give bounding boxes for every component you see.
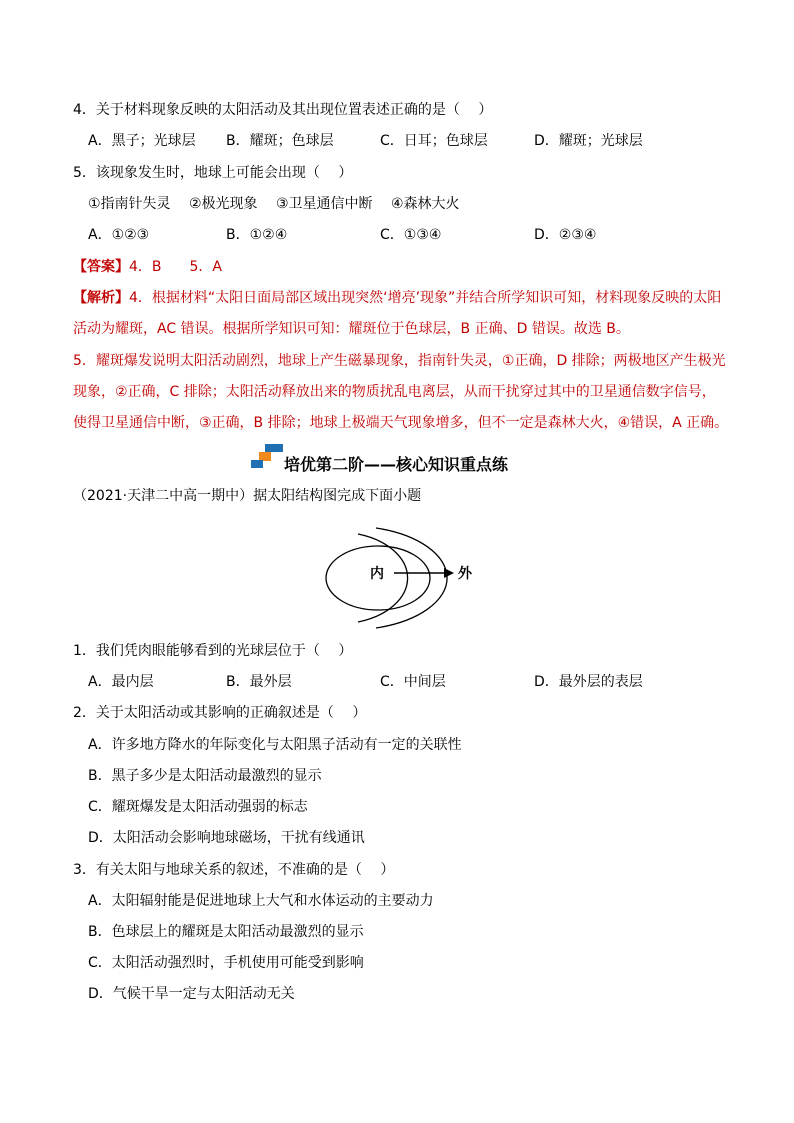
p2-q1-option-b: B．最外层 [226,674,292,690]
q5-option-d: D．②③④ [534,227,597,243]
q5-items: ①指南针失灵 ②极光现象 ③卫星通信中断 ④森林大火 [88,196,460,212]
p2-q1-stem: 1．我们凭肉眼能够看到的光球层位于（ ） [73,643,353,659]
p2-q2-option-a: A．许多地方降水的年际变化与太阳黑子活动有一定的关联性 [88,737,462,753]
p2-q3-option-b: B．色球层上的耀斑是太阳活动最激烈的显示 [88,924,364,940]
analysis-line-5: 使得卫星通信中断，③正确，B 排除；地球上极端天气现象增多，但不一定是森林大火，④错误，A 正确。 [73,415,729,431]
diagram-inner-label: 内 [370,566,384,582]
q5-stem: 5．该现象发生时，地球上可能会出现（ ） [73,165,353,181]
section-decoration-icon [251,444,285,470]
answer-text: 4．B 5．A [129,259,222,275]
p2-q1-option-c: C．中间层 [380,674,446,690]
analysis-line-3: 5．耀斑爆发说明太阳活动剧烈，地球上产生磁暴现象，指南针失灵，①正确，D 排除；两极地区产生极光 [73,353,726,369]
p2-q3-stem: 3．有关太阳与地球关系的叙述，不准确的是（ ） [73,862,395,878]
arrow-head-icon [444,568,454,578]
analysis-text-1: 4．根据材料“太阳日面局部区域出现突然‘增亮’现象”并结合所学知识可知，材料现象反映的太阳 [129,290,722,306]
q4-option-c: C．日耳；色球层 [380,133,488,149]
q5-option-a: A．①②③ [88,227,150,243]
q5-option-b: B．①②④ [226,227,288,243]
p2-q3-option-a: A．太阳辐射能是促进地球上大气和水体运动的主要动力 [88,893,434,909]
analysis-line-2: 活动为耀斑，AC 错误。根据所学知识可知：耀斑位于色球层，B 正确、D 错误。故选 B。 [73,321,630,337]
sun-structure-diagram [318,526,488,630]
q4-option-d: D．耀斑；光球层 [534,133,643,149]
answer-label: 【答案】 [73,259,129,275]
p2-q3-option-c: C．太阳活动强烈时，手机使用可能受到影响 [88,955,364,971]
answer-line [73,258,222,276]
outer-layer-arc [376,528,447,628]
q4-stem: 4．关于材料现象反映的太阳活动及其出现位置表述正确的是（ ） [73,102,493,118]
p2-q2-stem: 2．关于太阳活动或其影响的正确叙述是（ ） [73,705,367,721]
diagram-outer-label: 外 [458,566,472,582]
section-title: 培优第二阶——核心知识重点练 [284,455,509,474]
p2-q2-option-b: B．黑子多少是太阳活动最激烈的显示 [88,768,322,784]
p2-q1-option-d: D．最外层的表层 [534,674,643,690]
q4-option-a: A．黑子；光球层 [88,133,196,149]
p2-q2-option-c: C．耀斑爆发是太阳活动强弱的标志 [88,799,308,815]
p2-q1-option-a: A．最内层 [88,674,154,690]
p2-q3-option-d: D．气候干旱一定与太阳活动无关 [88,986,295,1002]
analysis-line-4: 现象，②正确，C 排除；太阳活动释放出来的物质扰乱电离层，从而干扰穿过其中的卫星通信数字信号， [73,384,716,400]
q5-option-c: C．①③④ [380,227,442,243]
p2-q2-option-d: D．太阳活动会影响地球磁场，干扰有线通讯 [88,830,365,846]
q4-option-b: B．耀斑；色球层 [226,133,334,149]
section-intro: （2021·天津二中高一期中）据太阳结构图完成下面小题 [73,488,422,504]
analysis-label: 【解析】 [73,290,129,306]
analysis-line-1 [73,289,721,307]
